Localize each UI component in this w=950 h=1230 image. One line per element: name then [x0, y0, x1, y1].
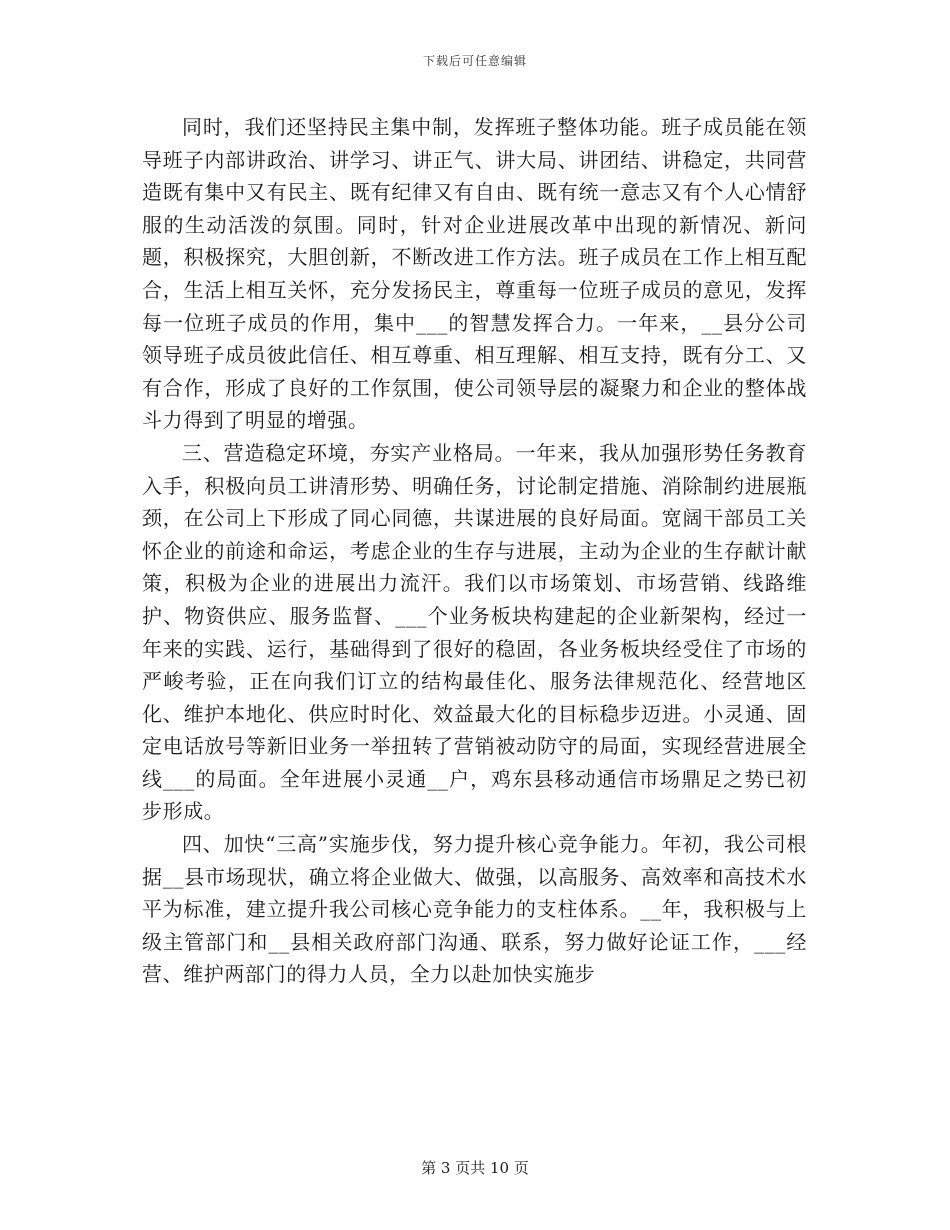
page-number: 第 3 页共 10 页	[421, 1159, 529, 1177]
page-header: 下载后可任意编辑	[422, 54, 527, 68]
document-body	[142, 111, 807, 991]
paragraph-democratic-centralism: 同时，我们还坚持民主集中制，发挥班子整体功能。班子成员能在领导班子内部讲政治、讲学习、讲正气、讲大局、讲团结、讲稳定，共同营造既有集中又有民主、既有纪律又有自由、既有统一意志又有个人心情舒服的生动活泼的氛围。同时，针对企业进展改革中出现的新情况、新问题，积极探究，大胆创新，不断改进工作方法。班子成员在工作上相互配合，生活上相互关怀，充分发扬民主，尊重每一位班子成员的意见，发挥每一位班子成员的作用，集中___的智慧发挥合力。一年来，__县分公司领导班子成员彼此信任、相互尊重、相互理解、相互支持，既有分工、又有合作，形成了良好的工作氛围，使公司领导层的凝聚力和企业的整体战斗力得到了明显的增强。	[142, 115, 807, 433]
paragraph-three-highs: 四、加快“三高”实施步伐，努力提升核心竞争能力。年初，我公司根据__县市场现状，确立将企业做大、做强，以高服务、高效率和高技术水平为标准，建立提升我公司核心竞争能力的支柱体系。__年，我积极与上级主管部门和__县相关政府部门沟通、联系，努力做好论证工作，___经营、维护两部门的得力人员，全力以赴加快实施步	[142, 832, 807, 987]
paragraph-stable-environment: 三、营造稳定环境，夯实产业格局。一年来，我从加强形势任务教育入手，积极向员工讲清形势、明确任务，讨论制定措施、消除制约进展瓶颈，在公司上下形成了同心同德，共谋进展的良好局面。宽阔干部员工关怀企业的前途和命运，考虑企业的生存与进展，主动为企业的生存献计献策，积极为企业的进展出力流汗。我们以市场策划、市场营销、线路维护、物资供应、服务监督、___个业务板块构建起的企业新架构，经过一年来的实践、运行，基础得到了很好的稳固，各业务板块经受住了市场的严峻考验，正在向我们订立的结构最佳化、服务法律规范化、经营地区化、维护本地化、供应时时化、效益最大化的目标稳步迈进。小灵通、固定电话放号等新旧业务一举扭转了营销被动防守的局面，实现经营进展全线___的局面。全年进展小灵通__户，鸡东县移动通信市场鼎足之势已初步形成。	[142, 440, 807, 824]
